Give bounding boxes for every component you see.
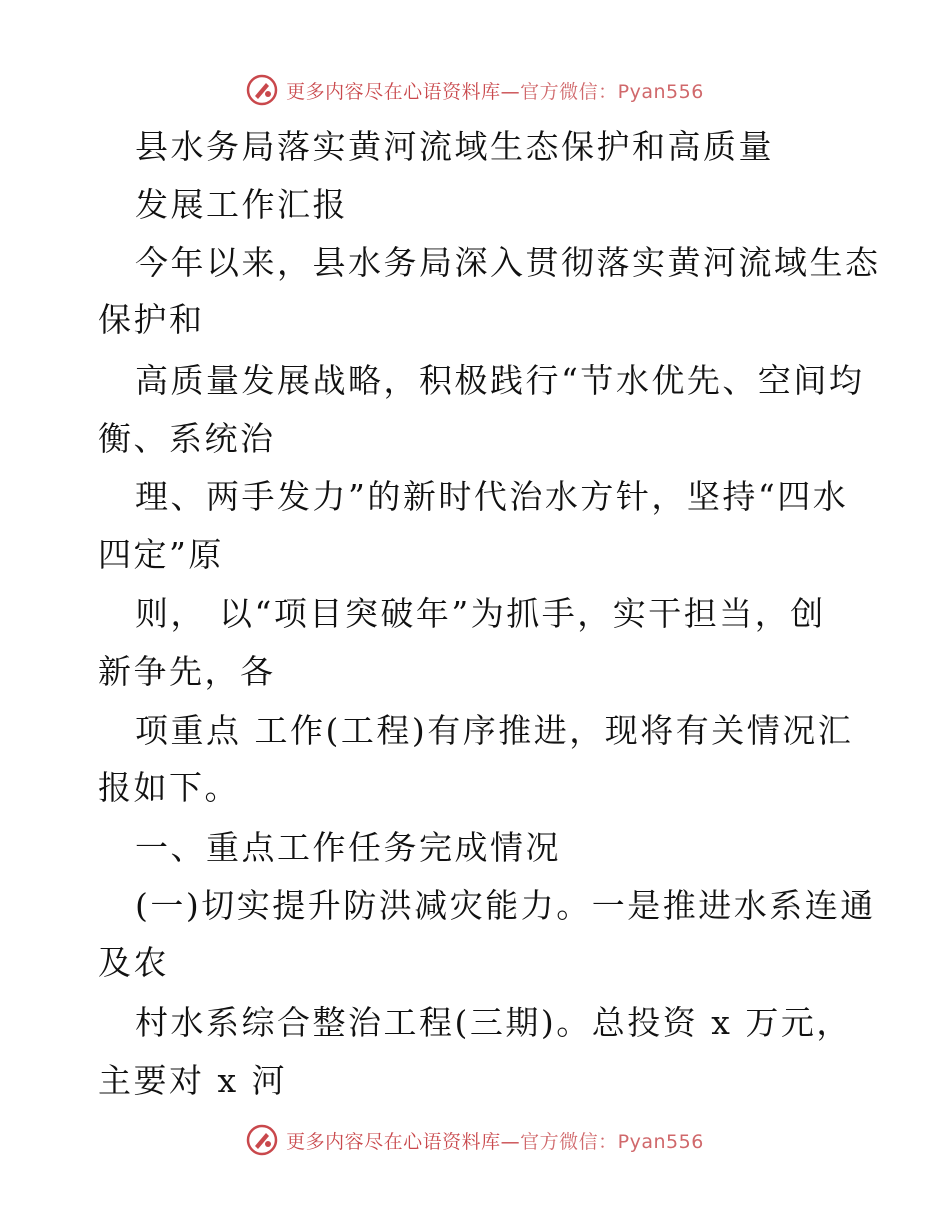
watermark-text: 更多内容尽在心语资料库—官方微信：Pyan556 (286, 80, 704, 103)
doc-title-line-2: 发展工作汇报 (135, 185, 348, 224)
paragraph-line: (一)切实提升防洪减灾能力。一是推进水系连通 (135, 886, 876, 925)
paragraph-line: 高质量发展战略，积极践行“节水优先、空间均 (135, 361, 865, 400)
section-heading: 一、重点工作任务完成情况 (135, 828, 561, 867)
paragraph-line: 理、两手发力”的新时代治水方针，坚持“四水 (135, 477, 849, 516)
paragraph-line: 及农 (98, 943, 169, 982)
watermark-footer (0, 1120, 950, 1160)
doc-title-line-1: 县水务局落实黄河流域生态保护和高质量 (135, 127, 774, 166)
library-logo-icon (246, 74, 278, 106)
paragraph-line: 保护和 (98, 300, 205, 339)
library-logo-icon (246, 1124, 278, 1156)
paragraph-line: 主要对 x 河 (98, 1061, 288, 1100)
paragraph-line: 项重点 工作(工程)有序推进，现将有关情况汇 (135, 711, 854, 750)
paragraph-line: 报如下。 (98, 768, 240, 807)
watermark-header (0, 70, 950, 110)
watermark-text: 更多内容尽在心语资料库—官方微信：Pyan556 (286, 1130, 704, 1153)
paragraph-line: 则， 以“项目突破年”为抓手，实干担当，创 (135, 594, 826, 633)
paragraph-line: 四定”原 (98, 535, 224, 574)
paragraph-line: 新争先，各 (98, 652, 276, 691)
paragraph-line: 村水系综合整治工程(三期)。总投资 x 万元， (135, 1003, 852, 1042)
paragraph-line: 衡、系统治 (98, 419, 276, 458)
paragraph-line: 今年以来，县水务局深入贯彻落实黄河流域生态 (135, 243, 881, 282)
